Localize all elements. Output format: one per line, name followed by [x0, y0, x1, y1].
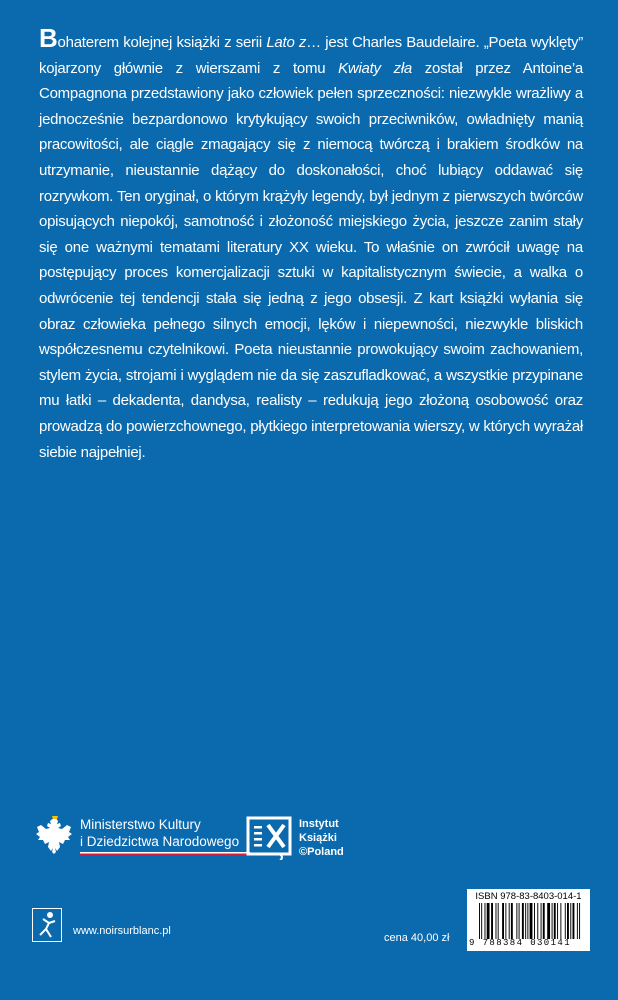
barcode-bar [479, 903, 480, 939]
blurb-text [39, 23, 583, 465]
barcode-bar [557, 903, 558, 939]
barcode-bar [491, 903, 493, 939]
barcode-bar [498, 903, 499, 939]
instytut-ksiazki-logo-icon [246, 816, 292, 860]
institute-line-3: ©Poland [299, 846, 344, 858]
barcode-bar [496, 903, 497, 939]
barcode-bar [511, 903, 513, 939]
barcode-bar [530, 903, 533, 939]
blurb-segment-2: … jest Charles Baudelaire. „Poeta wyklęty” kojarzony głównie z wierszami z tomu [39, 34, 583, 77]
institute-line-2: Książki [299, 832, 337, 844]
price-label: cena 40,00 zł [384, 932, 450, 944]
ministry-line-1: Ministerstwo Kultury [80, 817, 201, 832]
sponsor-logos [36, 812, 596, 872]
series-title: Lato z [266, 34, 307, 51]
barcode-digits: 9 788384 030141 [469, 938, 572, 948]
barcode-bar [570, 903, 571, 939]
polish-eagle-icon [36, 814, 74, 860]
barcode-bar [522, 903, 524, 939]
barcode-bar [534, 903, 535, 939]
publisher-url[interactable]: www.noirsurblanc.pl [73, 925, 171, 937]
barcode-bar [502, 903, 504, 939]
barcode-bar [509, 903, 510, 939]
barcode-bar [552, 903, 553, 939]
barcode-bar [487, 903, 490, 939]
publisher-logo-icon [32, 908, 62, 942]
barcode-bar [573, 903, 575, 939]
barcode-bar [577, 903, 578, 939]
book-title: Kwiaty zła [338, 59, 413, 77]
institute-line-1: Instytut [299, 818, 339, 830]
barcode-bar [567, 903, 569, 939]
barcode-bars [479, 903, 585, 939]
barcode-bar [481, 903, 482, 939]
barcode-bar [565, 903, 566, 939]
isbn-label: ISBN 978-83-8403-014-1 [475, 891, 582, 902]
ministry-name [80, 816, 239, 850]
publisher-figure-icon [33, 909, 60, 940]
barcode-bar [560, 903, 561, 939]
barcode-bar [537, 903, 538, 939]
barcode [467, 889, 590, 951]
flag-bar [80, 852, 250, 855]
barcode-bar [579, 903, 580, 939]
drop-cap: B [39, 23, 58, 53]
blurb-segment-3: został przez Antoine’a Compagnona przedstawiony jako człowiek pełen sprzeczności: niezwykle wrażliwy a jednocześnie bezpardonowo krytykujący swoich przeciwników, owładnięty manią pracowitości, ale ciągle zmagający się z niemocą twórczą i brakiem środków na utrzymanie, nieustannie dążący do doskonałości, choć lubiący oddawać się rozrywkom. Ten oryginał, o którym krążyły legendy, był jednym z pierwszych twórców opisujących niepokój, samotność i złożoność miejskiego życia, jeszcze zanim stały się one ważnymi tematami literatury XX wieku. To właśnie on zwrócił uwagę na postępujący proces komercjalizacji sztuki w kapitalistycznym świecie, a walka o odwrócenie tej tendencji stała się jedną z jego obsesji. Z kart książki wyłania się obraz człowieka pełnego silnych emocji, lęków i niepewności, niezwykle bliskich współczesnemu czytelnikowi. Poeta nieustannie prowokujący swoim zachowaniem, stylem życia, strojami i wyglądem nie da się zaszufladkować, a wszystkie przypinane mu łatki – dekadenta, dandysa, realisty – redukują jego złożoną osobowość oraz prowadzą do powierzchownego, płytkiego interpretowania wierszy, w których wyrażał siebie najpełniej. [39, 59, 583, 461]
ministry-line-2: i Dziedzictwa Narodowego [80, 834, 240, 849]
barcode-bar [485, 903, 486, 939]
barcode-bar [541, 903, 542, 939]
barcode-bar [543, 903, 545, 939]
instytut-ksiazki-name [299, 817, 344, 859]
barcode-bar [525, 903, 526, 939]
barcode-bar [547, 903, 550, 939]
barcode-bar [516, 903, 517, 939]
barcode-bar [527, 903, 528, 939]
barcode-bar [519, 903, 520, 939]
barcode-bar [505, 903, 506, 939]
blurb-segment-1: ohaterem kolejnej książki z serii [57, 34, 267, 51]
barcode-bar [554, 903, 556, 939]
